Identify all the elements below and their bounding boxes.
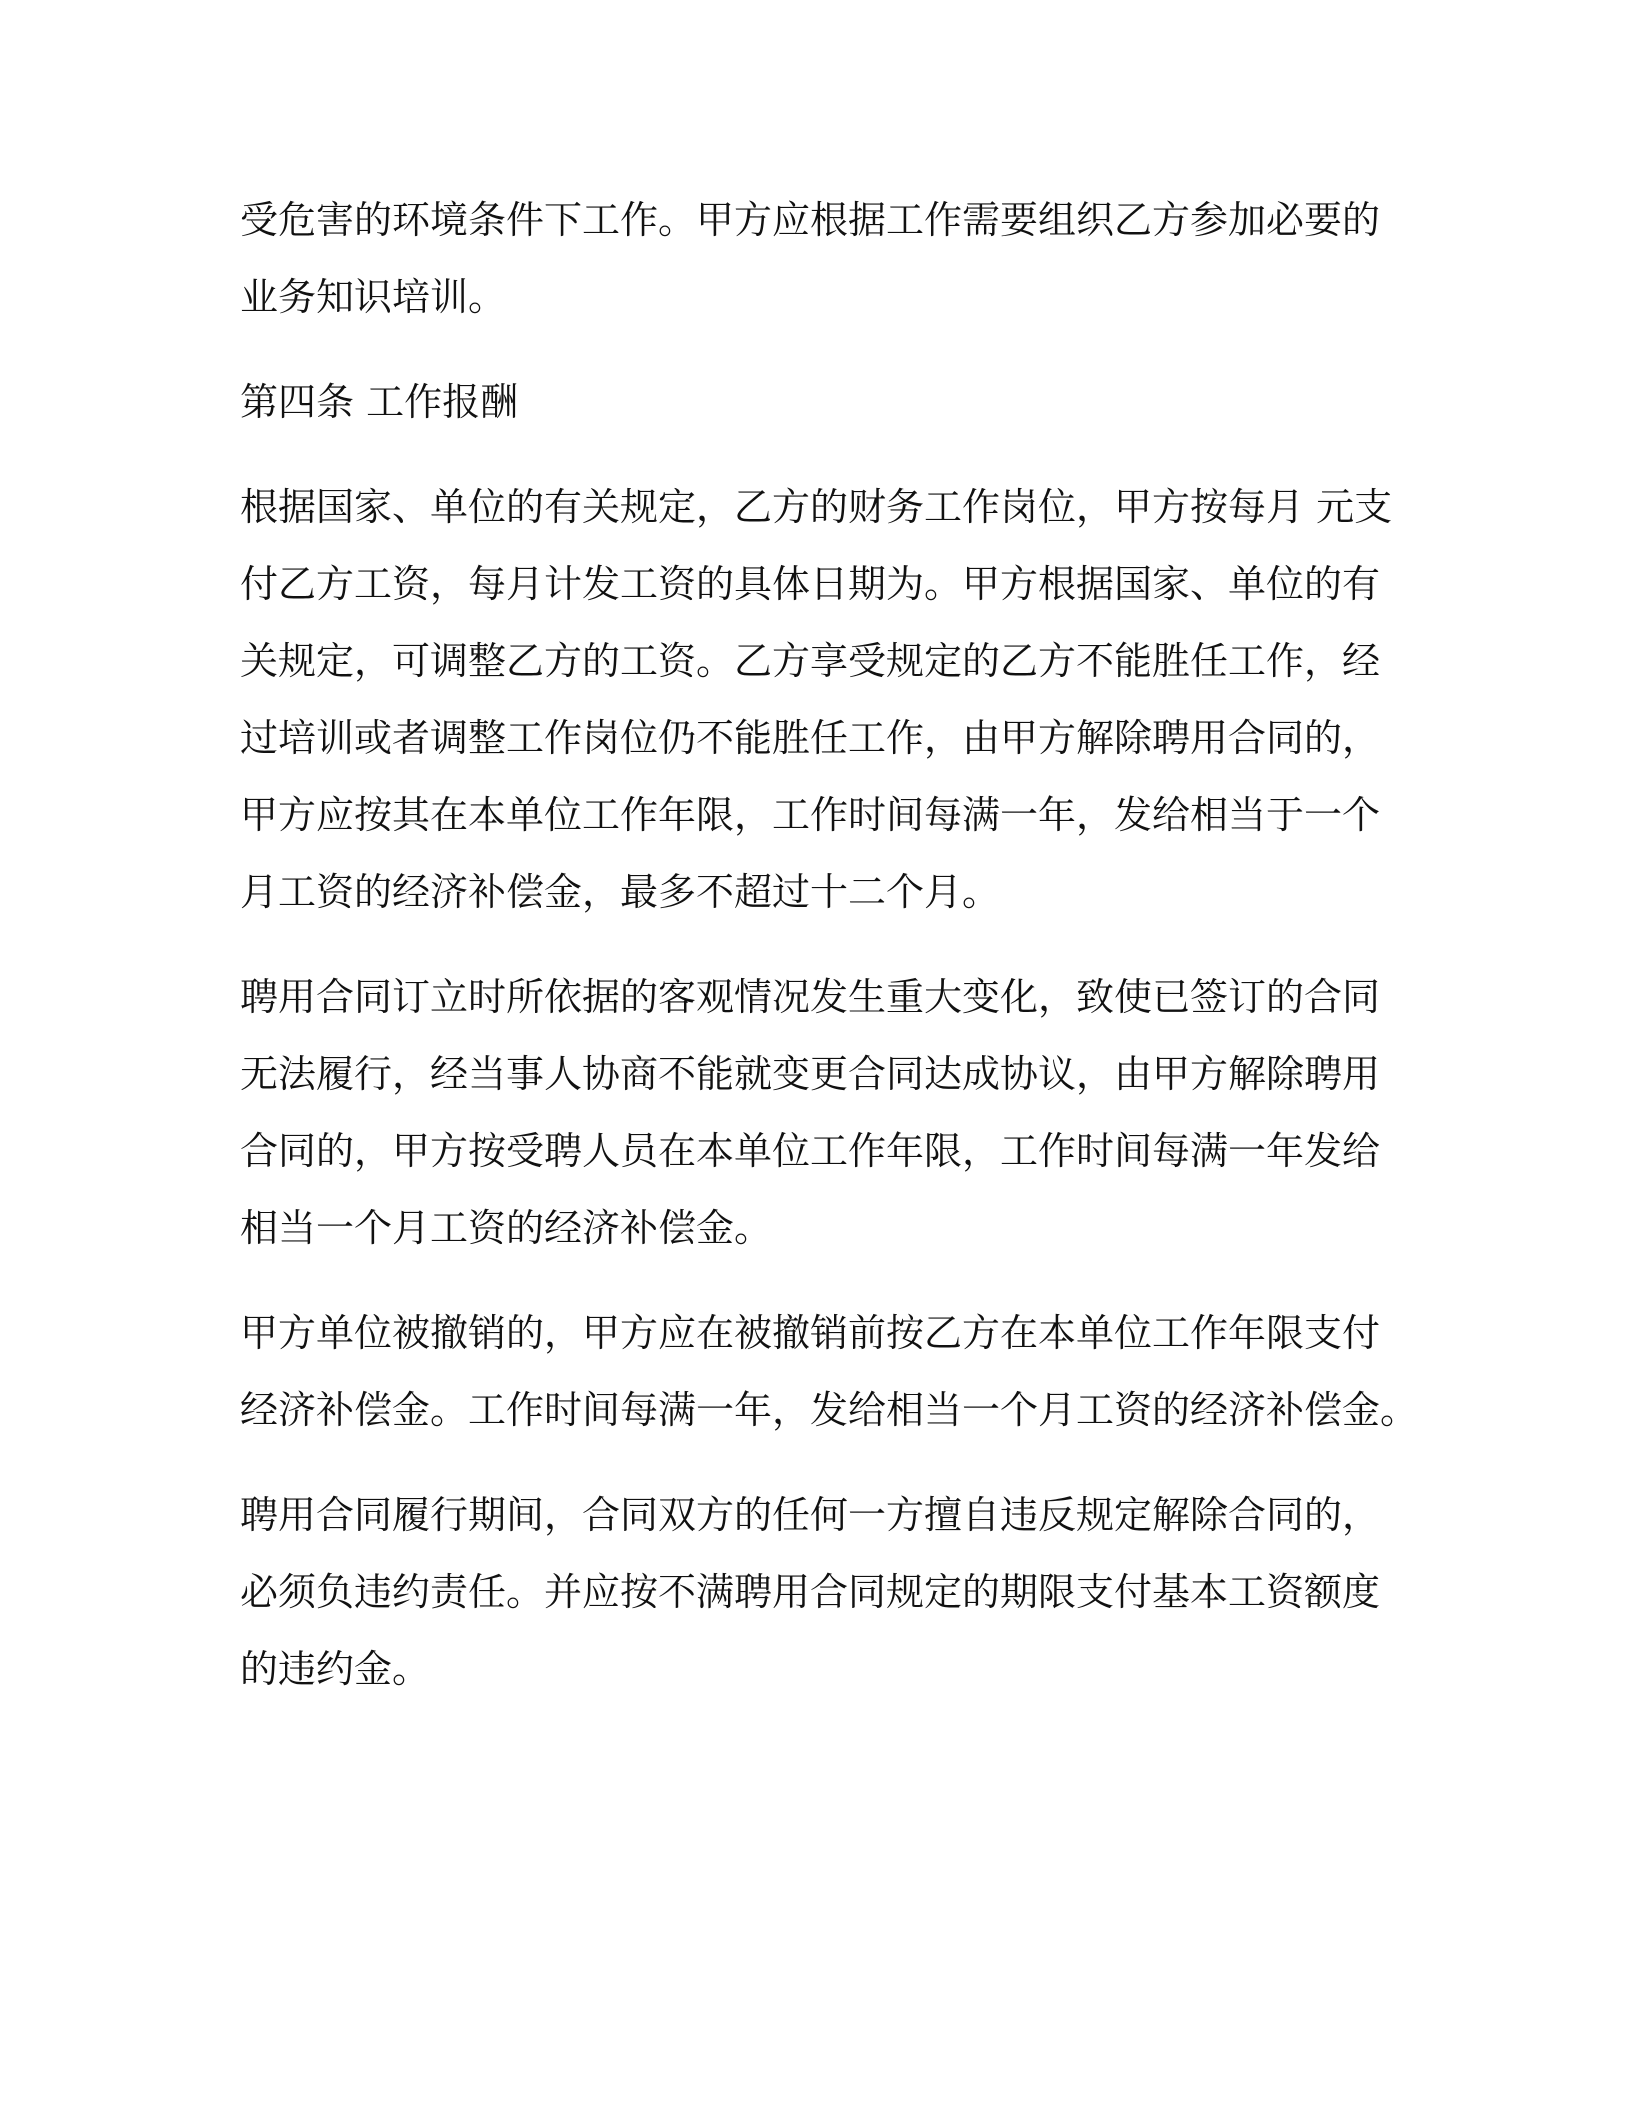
paragraph-salary xyxy=(240,469,1412,931)
text-line: 的违约金。 xyxy=(240,1647,431,1691)
text-line: 关规定，可调整乙方的工资。乙方享受规定的乙方不能胜任工作，经 xyxy=(240,639,1381,683)
text-line: 甲方单位被撤销的，甲方应在被撤销前按乙方在本单位工作年限支付 xyxy=(240,1311,1381,1355)
text-line: 经济补偿金。工作时间每满一年，发给相当一个月工资的经济补偿金。 xyxy=(240,1388,1419,1432)
text-line: 无法履行，经当事人协商不能就变更合同达成协议，由甲方解除聘用 xyxy=(240,1052,1381,1096)
text-line: 聘用合同履行期间，合同双方的任何一方擅自违反规定解除合同的， xyxy=(240,1493,1381,1537)
text-line: 业务知识培训。 xyxy=(240,275,507,319)
text-line: 根据国家、单位的有关规定，乙方的财务工作岗位，甲方按每月 元支 xyxy=(240,485,1393,529)
text-line: 合同的，甲方按受聘人员在本单位工作年限，工作时间每满一年发给 xyxy=(240,1129,1381,1173)
text-line: 付乙方工资，每月计发工资的具体日期为。甲方根据国家、单位的有 xyxy=(240,562,1381,606)
text-line: 甲方应按其在本单位工作年限，工作时间每满一年，发给相当于一个 xyxy=(240,793,1381,837)
paragraph-circumstance-change xyxy=(240,959,1412,1267)
text-line: 相当一个月工资的经济补偿金。 xyxy=(240,1206,773,1250)
document-body xyxy=(240,182,1419,1736)
paragraph-training xyxy=(240,182,1412,336)
section-title: 第四条 工作报酬 xyxy=(240,380,519,424)
section-heading-article-4 xyxy=(240,364,1412,441)
paragraph-breach xyxy=(240,1477,1412,1708)
text-line: 月工资的经济补偿金，最多不超过十二个月。 xyxy=(240,870,1001,914)
text-line: 过培训或者调整工作岗位仍不能胜任工作，由甲方解除聘用合同的， xyxy=(240,716,1381,760)
text-line: 必须负违约责任。并应按不满聘用合同规定的期限支付基本工资额度 xyxy=(240,1570,1381,1614)
text-line: 聘用合同订立时所依据的客观情况发生重大变化，致使已签订的合同 xyxy=(240,975,1381,1019)
paragraph-unit-revoked xyxy=(240,1295,1419,1449)
text-line: 受危害的环境条件下工作。甲方应根据工作需要组织乙方参加必要的 xyxy=(240,198,1381,242)
